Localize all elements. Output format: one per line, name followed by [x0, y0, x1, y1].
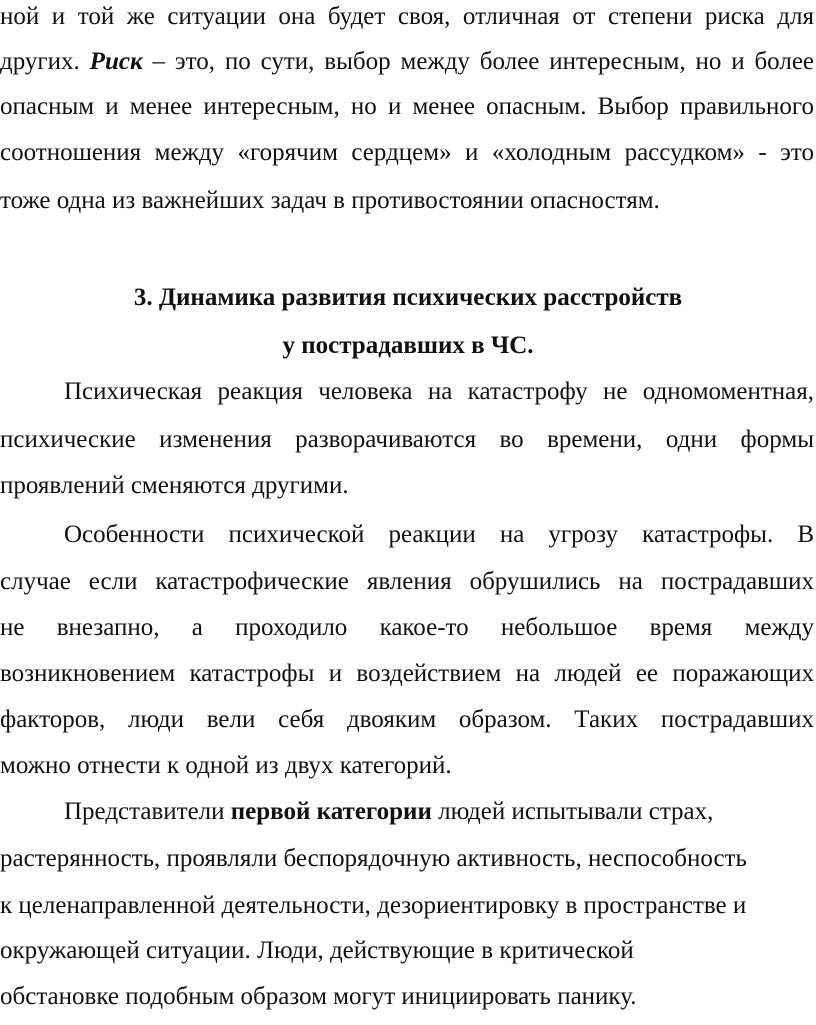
paragraph-4-line-1-start: Представители	[64, 798, 225, 825]
paragraph-1-line-5: тоже одна из важнейших задач в противостоянии опасностям.	[0, 187, 660, 214]
paragraph-4-line-3: к целенаправленной деятельности, дезориентировку в пространстве и	[0, 892, 747, 919]
paragraph-1-line-4: соотношения между «горячим сердцем» и «холодным рассудком» - это	[0, 139, 814, 166]
paragraph-3-line-2: случае если катастрофические явления обрушились на пострадавших	[0, 568, 814, 595]
paragraph-3-line-6: можно отнести к одной из двух категорий.	[0, 752, 452, 779]
section-heading-line-1: 3. Динамика развития психических расстройств	[133, 284, 683, 311]
paragraph-4-line-2: растерянность, проявляли беспорядочную активность, неспособность	[0, 845, 747, 872]
paragraph-4-line-1	[0, 792, 814, 832]
paragraph-3-line-1: Особенности психической реакции на угрозу катастрофы. В	[64, 521, 814, 548]
paragraph-1-line-3: опасным и менее интересным, но и менее опасным. Выбор правильного	[0, 93, 814, 120]
paragraph-1-line-2-end: – это, по сути, выбор между более интересным, но и более	[152, 48, 815, 75]
paragraph-2-line-1: Психическая реакция человека на катастрофу не одномоментная,	[64, 378, 814, 405]
paragraph-2-line-3: проявлений сменяются другими.	[0, 472, 349, 499]
paragraph-1-line-1: ной и той же ситуации она будет своя, отличная от степени риска для	[0, 3, 814, 30]
term-first-category: первой категории	[230, 798, 432, 825]
paragraph-3-line-3: не внезапно, а проходило какое-то небольшое время между	[0, 614, 814, 641]
paragraph-4-line-1-end: людей испытывали страх,	[438, 798, 714, 825]
paragraph-2-line-2: психические изменения разворачиваются во времени, одни формы	[0, 426, 814, 453]
paragraph-3-line-4: возникновением катастрофы и воздействием на людей ее поражающих	[0, 660, 814, 687]
section-heading-line-2: у пострадавших в ЧС.	[282, 332, 534, 359]
paragraph-1-line-2	[0, 42, 814, 82]
paragraph-4-line-5: обстановке подобным образом могут инициировать панику.	[0, 983, 637, 1010]
paragraph-1-line-2-start: других.	[0, 48, 80, 75]
term-risk: Риск	[89, 48, 143, 75]
paragraph-4-line-4: окружающей ситуации. Люди, действующие в критической	[0, 937, 634, 964]
paragraph-3-line-5: факторов, люди вели себя двояким образом. Таких пострадавших	[0, 706, 814, 733]
